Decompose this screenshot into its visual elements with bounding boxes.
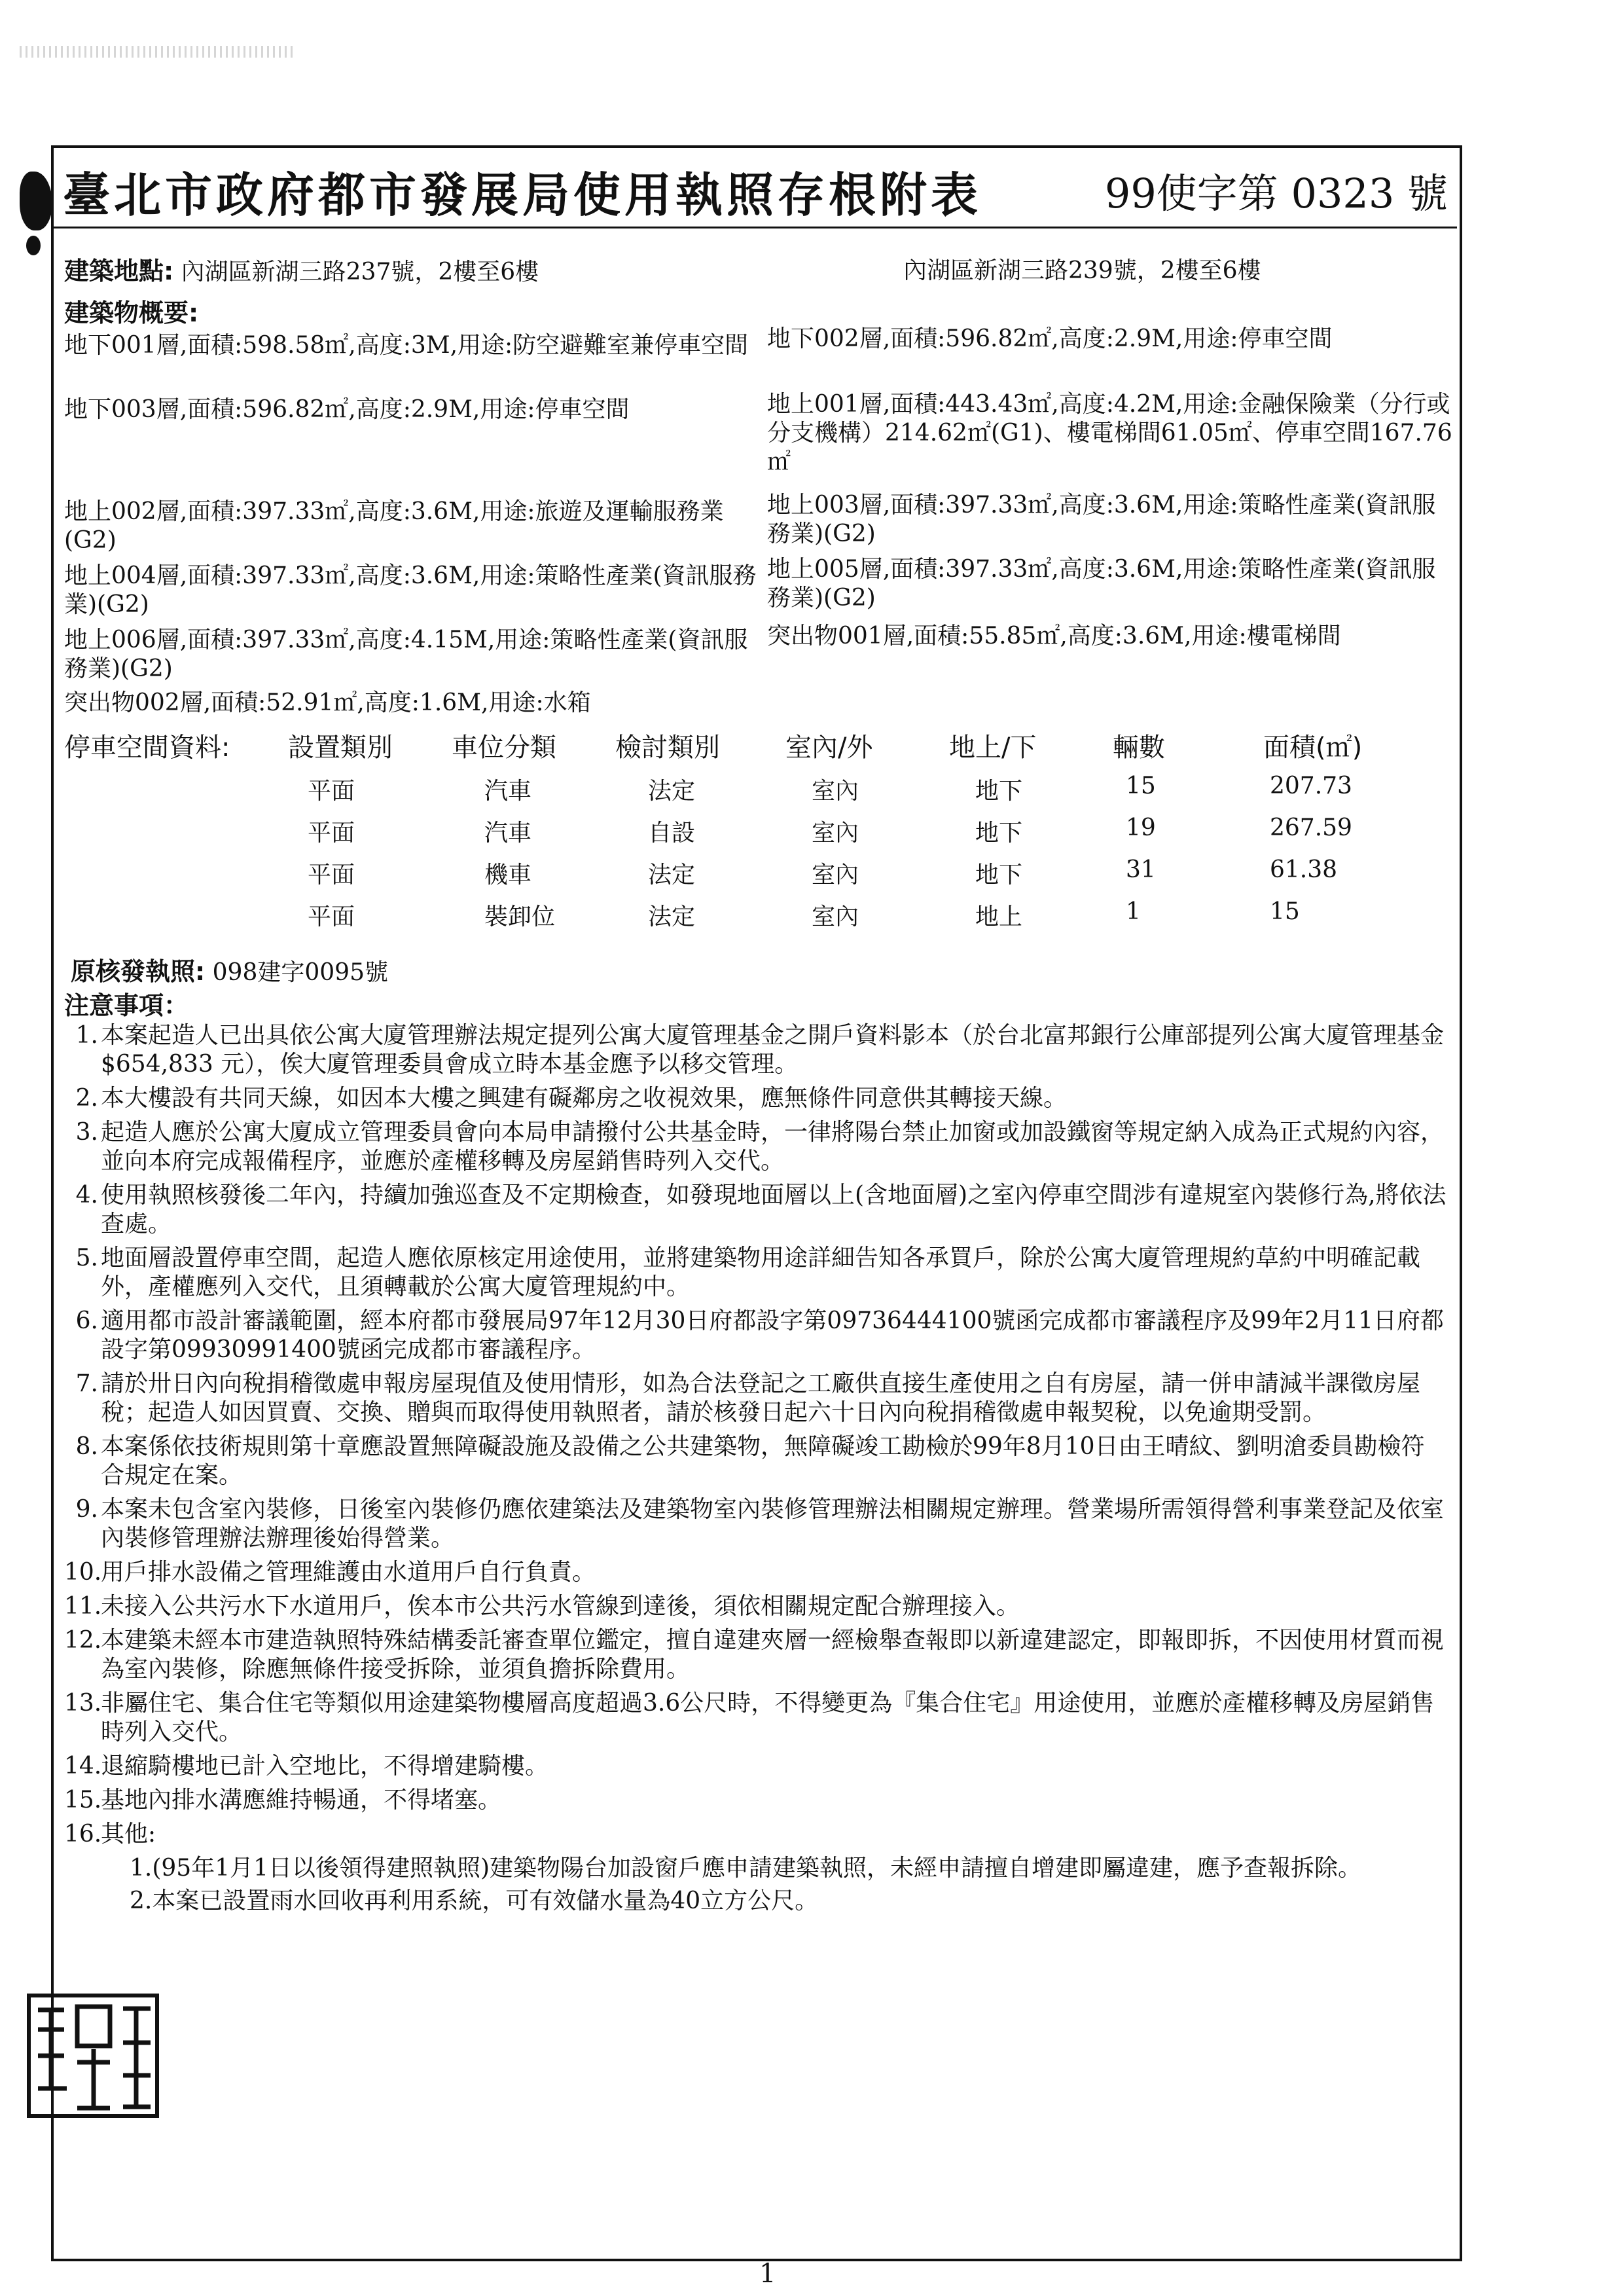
original-permit-label: 原核發執照:: [71, 957, 206, 986]
note-item: [64, 1752, 1452, 1781]
parking-cell-count: 19: [1126, 814, 1156, 841]
parking-cell-indoor: 室內: [812, 903, 859, 930]
parking-cell-indoor: 室內: [812, 778, 859, 805]
note-item: [64, 1084, 1452, 1113]
location-label: 建築地點:: [64, 257, 174, 285]
note-item: [64, 1558, 1452, 1587]
note-text: 用戶排水設備之管理維護由水道用戶自行負責。: [101, 1559, 596, 1586]
note-number: 11.: [64, 1593, 102, 1620]
parking-cell-category: 裝卸位: [484, 903, 556, 930]
scan-blot-small: [26, 236, 41, 255]
parking-cell-review: 法定: [648, 903, 696, 930]
scan-blot: [20, 172, 52, 230]
parking-label: 停車空間資料:: [64, 733, 230, 763]
note-number: 9.: [75, 1496, 98, 1523]
parking-header-level: 地上/下: [949, 733, 1037, 763]
overview-label: 建築物概要:: [64, 299, 199, 327]
note-number: 10.: [64, 1559, 102, 1586]
parking-cell-type: 平面: [308, 903, 355, 930]
note-text: 起造人應於公寓大廈成立管理委員會向本局申請撥付公共基金時，一律將陽台禁止加窗或加設鐵窗等規定納入成為正式規約內容，並向本府完成報備程序，並應於產權移轉及房屋銷售時列入交代。: [101, 1119, 1445, 1175]
floor-2f: 地上002層,面積:397.33㎡,高度:3.6M,用途:旅遊及運輸服務業(G2): [64, 498, 724, 554]
note-text: 未接入公共污水下水道用戶，俟本市公共污水管線到達後，須依相關規定配合辦理接入。: [101, 1593, 1020, 1620]
parking-header-category: 車位分類: [452, 733, 556, 763]
floor-r1: 突出物001層,面積:55.85㎡,高度:3.6M,用途:樓電梯間: [767, 623, 1341, 649]
parking-cell-indoor: 室內: [812, 862, 859, 888]
note-item: [64, 1689, 1452, 1747]
note-number: 1.: [75, 1022, 98, 1049]
parking-header-area: 面積(㎡): [1263, 733, 1363, 763]
parking-cell-count: 1: [1126, 898, 1141, 925]
parking-cell-category: 機車: [484, 862, 532, 888]
floor-b1: 地下001層,面積:598.58㎡,高度:3M,用途:防空避難室兼停車空間: [64, 332, 749, 359]
note-number: 3.: [75, 1119, 98, 1146]
floor-5f: 地上005層,面積:397.33㎡,高度:3.6M,用途:策略性產業(資訊服務業)(G2): [767, 556, 1436, 611]
note-number: 14.: [64, 1753, 102, 1779]
note-item: [64, 1432, 1452, 1490]
original-permit-row: [71, 957, 388, 987]
page-number: 1: [759, 2259, 776, 2289]
permit-number: 99使字第 0323 號: [1104, 170, 1448, 217]
note-sub-item: 1.(95年1月1日以後領得建照執照)建築物陽台加設窗戶應申請建築執照，未經申請擅自增建即屬違建，應予查報拆除。: [130, 1855, 1362, 1882]
parking-cell-area: 15: [1270, 898, 1300, 925]
note-text: 地面層設置停車空間，起造人應依原核定用途使用，並將建築物用途詳細告知各承買戶，除於公寓大廈管理規約草約中明確記載外，產權應列入交代，且須轉載於公寓大廈管理規約中。: [101, 1245, 1421, 1300]
note-text: 本案係依技術規則第十章應設置無障礙設施及設備之公共建築物，無障礙竣工勘檢於99年8月10日由王晴紋、劉明滄委員勘檢符合規定在案。: [101, 1433, 1425, 1489]
parking-cell-level: 地上: [975, 903, 1023, 930]
floor-3f: 地上003層,面積:397.33㎡,高度:3.6M,用途:策略性產業(資訊服務業)(G2): [767, 492, 1436, 547]
note-number: 5.: [75, 1245, 98, 1271]
scan-noise: [20, 46, 295, 58]
parking-header-review: 檢討類別: [615, 733, 720, 763]
note-item: [64, 1307, 1452, 1364]
note-text: 退縮騎樓地已計入空地比，不得增建騎樓。: [101, 1753, 549, 1779]
floor-6f: 地上006層,面積:397.33㎡,高度:4.15M,用途:策略性產業(資訊服務業)(G2): [64, 627, 748, 682]
location-address-2: 內湖區新湖三路239號，2樓至6樓: [903, 257, 1261, 284]
parking-cell-category: 汽車: [484, 820, 532, 847]
note-item: [64, 1181, 1452, 1239]
note-item: [64, 1495, 1452, 1553]
document-title: 臺北市政府都市發展局使用執照存根附表: [63, 167, 982, 223]
location-row: [64, 257, 539, 287]
location-address-1: 內湖區新湖三路237號，2樓至6樓: [181, 259, 539, 285]
parking-cell-count: 15: [1126, 773, 1156, 799]
note-item: [64, 1370, 1452, 1427]
note-number: 2.: [75, 1085, 98, 1112]
parking-cell-type: 平面: [308, 778, 355, 805]
note-text: 請於卅日內向稅捐稽徵處申報房屋現值及使用情形，如為合法登記之工廠供直接生產使用之自有房屋，請一併申請減半課徵房屋稅；起造人如因買賣、交換、贈與而取得使用執照者，請於核發日起六十日內向稅捐稽徵處申報契稅，以免逾期受罰。: [101, 1370, 1421, 1426]
note-item: [64, 1820, 1452, 1849]
note-item: [64, 1592, 1452, 1621]
floor-b2: 地下002層,面積:596.82㎡,高度:2.9M,用途:停車空間: [767, 325, 1333, 352]
note-text: 適用都市設計審議範圍，經本府都市發展局97年12月30日府都設字第09736444100號函完成都市審議程序及99年2月11日府都設字第09930991400號函完成都市審議程序。: [101, 1307, 1444, 1363]
parking-cell-category: 汽車: [484, 778, 532, 805]
parking-cell-area: 207.73: [1270, 773, 1352, 799]
parking-cell-review: 法定: [648, 862, 696, 888]
floor-r2: 突出物002層,面積:52.91㎡,高度:1.6M,用途:水箱: [64, 689, 591, 716]
note-item: [64, 1244, 1452, 1302]
note-item: [64, 1021, 1452, 1079]
floor-1f: 地上001層,面積:443.43㎡,高度:4.2M,用途:金融保險業（分行或分支機構）214.62㎡(G1)、樓電梯間61.05㎡、停車空間167.76㎡: [767, 391, 1452, 475]
note-item: [64, 1786, 1452, 1815]
floor-b3: 地下003層,面積:596.82㎡,高度:2.9M,用途:停車空間: [64, 396, 630, 423]
parking-cell-type: 平面: [308, 862, 355, 888]
note-number: 8.: [75, 1433, 98, 1460]
title-divider: [51, 227, 1457, 228]
parking-cell-indoor: 室內: [812, 820, 859, 847]
parking-cell-area: 267.59: [1270, 814, 1352, 841]
note-text: 其他:: [101, 1821, 156, 1848]
note-sub-item: 2.本案已設置雨水回收再利用系統，可有效儲水量為40立方公尺。: [130, 1887, 819, 1914]
note-number: 12.: [64, 1627, 102, 1654]
floor-4f: 地上004層,面積:397.33㎡,高度:3.6M,用途:策略性產業(資訊服務業)(G2): [64, 562, 757, 618]
note-number: 7.: [75, 1370, 98, 1397]
parking-cell-level: 地下: [975, 862, 1023, 888]
note-number: 13.: [64, 1690, 102, 1717]
note-number: 4.: [75, 1182, 98, 1209]
official-seal-stamp: [25, 1990, 162, 2121]
note-text: 本案起造人已出具依公寓大廈管理辦法規定提列公寓大廈管理基金之開戶資料影本（於台北富邦銀行公庫部提列公寓大廈管理基金$654,833 元），俟大廈管理委員會成立時本基金應予以移交管理。: [101, 1022, 1445, 1078]
original-permit-value: 098建字0095號: [212, 959, 388, 986]
parking-cell-type: 平面: [308, 820, 355, 847]
note-item: [64, 1626, 1452, 1684]
note-number: 6.: [75, 1307, 98, 1334]
note-text: 使用執照核發後二年內，持續加強巡查及不定期檢查，如發現地面層以上(含地面層)之室內停車空間涉有違規室內裝修行為,將依法查處。: [101, 1182, 1447, 1237]
notes-list: [64, 1021, 1452, 1920]
note-number: 16.: [64, 1821, 102, 1848]
note-item: [64, 1118, 1452, 1176]
note-number: 15.: [64, 1787, 102, 1813]
note-text: 非屬住宅、集合住宅等類似用途建築物樓層高度超過3.6公尺時，不得變更為『集合住宅』用途使用，並應於產權移轉及房屋銷售時列入交代。: [101, 1690, 1435, 1745]
note-text: 本建築未經本市建造執照特殊結構委託審查單位鑑定，擅自違建夾層一經檢舉查報即以新違建認定，即報即拆，不因使用材質而視為室內裝修，除應無條件接受拆除，並須負擔拆除費用。: [101, 1627, 1445, 1683]
notes-label: 注意事項：: [64, 991, 189, 1020]
parking-cell-review: 法定: [648, 778, 696, 805]
note-text: 基地內排水溝應維持暢通，不得堵塞。: [101, 1787, 502, 1813]
parking-cell-count: 31: [1126, 856, 1156, 883]
parking-header-count: 輛數: [1113, 733, 1165, 763]
note-text: 本大樓設有共同天線，如因本大樓之興建有礙鄰房之收視效果，應無條件同意供其轉接天線。: [101, 1085, 1068, 1112]
parking-header-type: 設置類別: [288, 733, 393, 763]
parking-cell-area: 61.38: [1270, 856, 1338, 883]
parking-cell-level: 地下: [975, 820, 1023, 847]
parking-cell-level: 地下: [975, 778, 1023, 805]
parking-header-indoor: 室內/外: [785, 733, 873, 763]
note-text: 本案未包含室內裝修，日後室內裝修仍應依建築法及建築物室內裝修管理辦法相關規定辦理。營業場所需領得營利事業登記及依室內裝修管理辦法辦理後始得營業。: [101, 1496, 1445, 1552]
parking-cell-review: 自設: [648, 820, 696, 847]
